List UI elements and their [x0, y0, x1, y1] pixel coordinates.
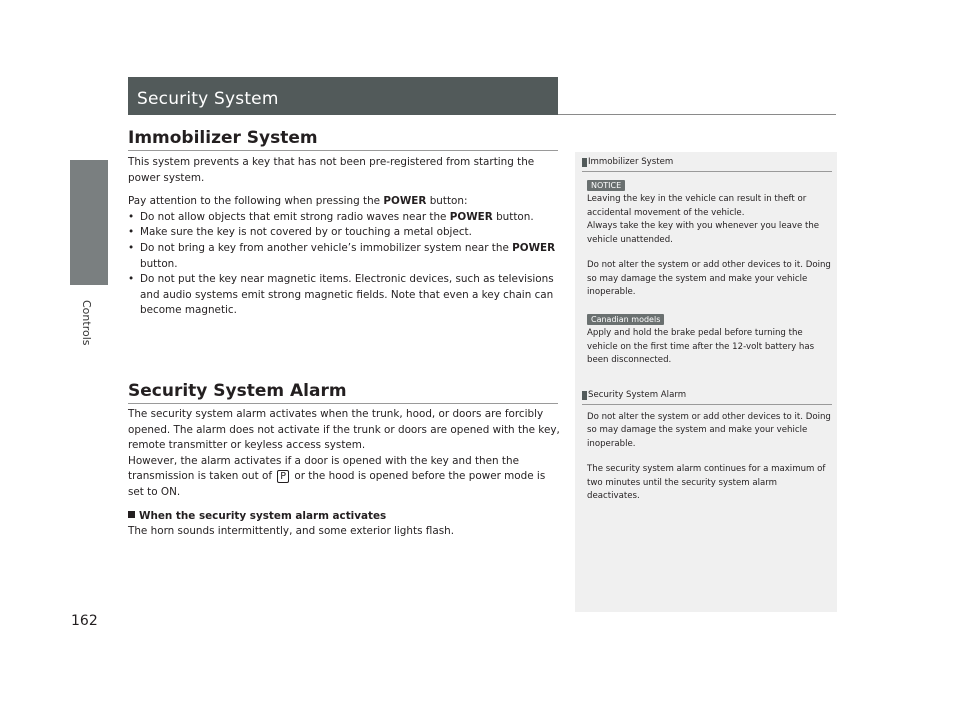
immobilizer-heading: Immobilizer System [128, 128, 318, 148]
chapter-label: Controls [80, 300, 93, 346]
alarm-p2: However, the alarm activates if a door is opened with the key and then the transmission is taken out of P or the hood is opened before the power mode is set to ON. [128, 454, 546, 498]
canadian-models-badge: Canadian models [587, 314, 664, 325]
page-number: 162 [71, 613, 98, 629]
note-flag-icon [582, 391, 587, 400]
note-title: Security System Alarm [588, 390, 687, 400]
immobilizer-rule [128, 150, 558, 151]
square-bullet-icon [128, 511, 135, 518]
title-rule [558, 114, 836, 115]
notice-badge: NOTICE [587, 180, 625, 191]
immobilizer-intro: This system prevents a key that has not been pre-registered from starting the power system. [128, 156, 535, 184]
page-title: Security System [137, 89, 279, 109]
attention-line: Pay attention to the following when pressing the POWER button: [128, 195, 468, 208]
gear-p-indicator: P [277, 470, 289, 483]
alarm-heading: Security System Alarm [128, 381, 347, 401]
note-immobilizer: Immobilizer System NOTICE Leaving the key in the vehicle can result in theft or accidental movement of the vehicle. Always take the key with you whenever you leave the vehicle unattended. Do not alter the system or add other devices to it. Doing so may damage the system and make your vehicle inoperable. Canadian models Apply and hold the brake pedal before turning the vehicle on the first time after the 12-volt battery has been disconnected. [582, 156, 832, 368]
chapter-tab [70, 160, 108, 285]
immobilizer-body [128, 155, 560, 319]
list-item: • Do not allow objects that emit strong radio waves near the POWER button. [128, 210, 560, 226]
note-title: Immobilizer System [588, 157, 674, 167]
immobilizer-bullets [128, 210, 560, 319]
note-flag-icon [582, 158, 587, 167]
alarm-p1: The security system alarm activates when the trunk, hood, or doors are forcibly opened. The alarm does not activate if the trunk or doors are opened with the key, remote transmitter or keyless access system. [128, 408, 560, 452]
note-alarm: Security System Alarm Do not alter the system or add other devices to it. Doing so may damage the system and make your vehicle inoperable. The security system alarm continues for a maximum of two minutes until the security system alarm deactivates. [582, 389, 832, 504]
alarm-rule [128, 403, 558, 404]
list-item: • Do not bring a key from another vehicle’s immobilizer system near the POWER button. [128, 241, 560, 272]
list-item: • Do not put the key near magnetic items. Electronic devices, such as televisions and audio systems emit strong magnetic fields. Note that even a key chain can become magnetic. [128, 272, 560, 319]
list-item: • Make sure the key is not covered by or touching a metal object. [128, 225, 560, 241]
alarm-body [128, 407, 560, 540]
alarm-sub-text: The horn sounds intermittently, and some exterior lights flash. [128, 525, 454, 538]
alarm-sub-heading: When the security system alarm activates [128, 509, 560, 525]
